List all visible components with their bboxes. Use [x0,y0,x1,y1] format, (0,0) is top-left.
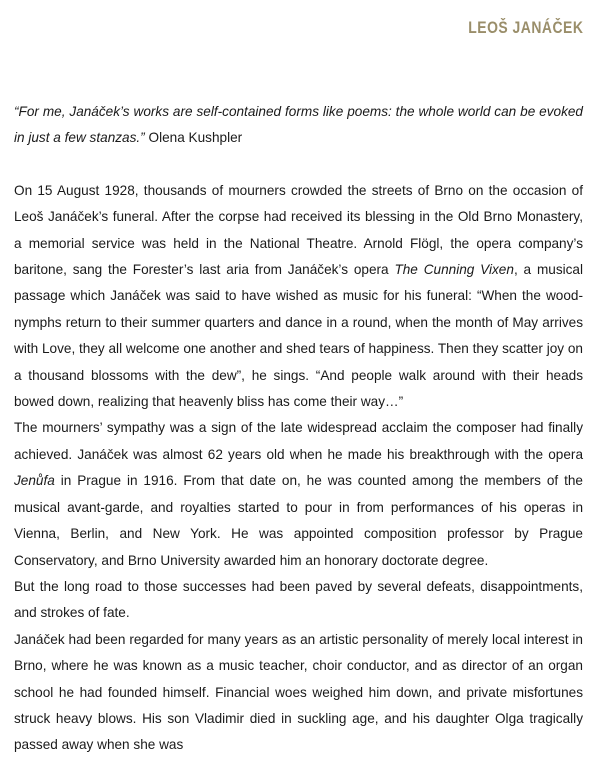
epigraph-author: Olena Kushpler [148,130,243,146]
paragraph-funeral [14,178,583,416]
paragraph-funeral-part-a: On 15 August 1928, thousands of mourners crowded the streets of Brno on the occasion of Leoš Janáček’s funeral. After the corpse had received its blessing in the Old Brno Monastery, a memorial service was held in the National Theatre. Arnold Flögl, the opera company’s baritone, sang the Forester’s last aria from Janáček’s opera [14,182,583,278]
paragraph-long-road: But the long road to those successes had been paved by several defeats, disappointments, and strokes of fate. [14,578,583,621]
epigraph [14,99,583,152]
body-text [14,99,583,759]
running-header-title: LEOŠ JANÁČEK [467,18,583,37]
running-header [468,18,583,38]
opera-title-cunning-vixen: The Cunning Vixen [394,262,514,278]
paragraph-funeral-part-b: , a musical passage which Janáček was said to have wished as music for his funeral: “When the wood-nymphs return to their summer quarters and dance in a round, when the month of May arrives with Love, they all welcome one another and shed tears of happiness. Then they scatter joy on a thousand blossoms with the dew”, he sings. “And people walk around with their heads bowed down, realizing that heavenly bliss has come their way…” [14,262,584,410]
paragraph-acclaim-part-b: in Prague in 1916. From that date on, he was counted among the members of the musical avant-garde, and royalties started to pour in from performances of his operas in Vienna, Berlin, and New York. He was appointed composition professor by Prague Conservatory, and Brno University awarded him an honorary doctorate degree. [14,473,583,568]
paragraph-acclaim-part-a: The mourners’ sympathy was a sign of the late widespread acclaim the composer had finally achieved. Janáček was almost 62 years old when he made his breakthrough with the opera [14,420,583,462]
opera-title-jenufa: Jenůfa [14,473,55,489]
epigraph-quote: “For me, Janáček’s works are self-contained forms like poems: the whole world can be evoked in just a few stanzas.” [14,104,583,146]
paragraph-local-interest: Janáček had been regarded for many years as an artistic personality of merely local interest in Brno, where he was known as a music teacher, choir conductor, and as director of an organ school he had founded himself. Financial woes weighed him down, and private misfortunes struck heavy blows. His son Vladimir died in suckling age, and his daughter Olga tragically passed away when she was [14,631,583,753]
paragraph-acclaim [14,415,583,573]
